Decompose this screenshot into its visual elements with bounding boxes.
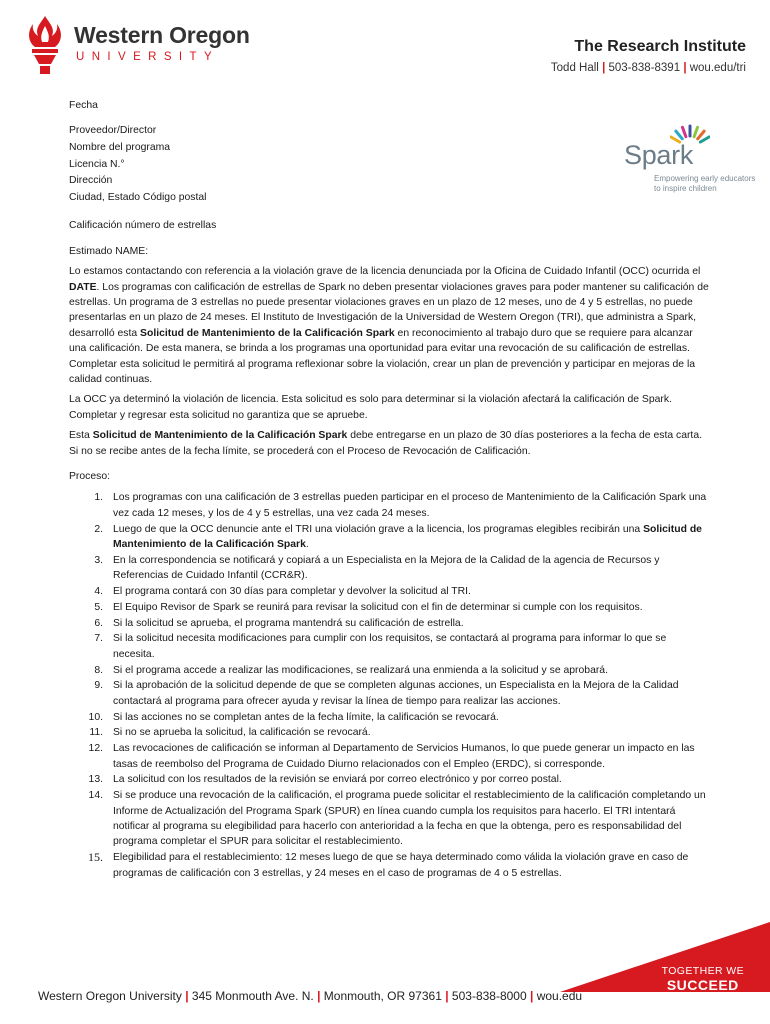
contact-phone: 503-838-8391: [608, 62, 681, 74]
university-name: Western Oregon: [74, 22, 250, 48]
process-step: 5. El Equipo Revisor de Spark se reunirá para revisar la solicitud con el fin de determinar si cumple con los requisitos.: [94, 601, 643, 613]
contact-separator: |: [683, 62, 687, 74]
date-field: Fecha: [69, 100, 98, 111]
greeting: Estimado NAME:: [69, 245, 149, 257]
process-step: 2. Luego de que la OCC denuncie ante el TRI una violación grave a la licencia, los programas elegibles recibirán una Solicitud de Mantenimiento de la Calificación Spark.: [94, 523, 702, 551]
paragraph-determination: La OCC ya determinó la violación de licencia. Esta solicitud es solo para determinar si la violación afectará la calificación de Spark. Completar y regresar esta solicitud no garantiza que se apruebe.: [69, 394, 672, 421]
spark-tagline-line-1: Empowering early educators: [654, 174, 756, 183]
contact-separator: |: [602, 62, 606, 74]
slogan-line-1: TOGETHER WE: [661, 965, 744, 977]
footer-separator: |: [445, 989, 449, 1003]
footer-separator: |: [185, 989, 189, 1003]
slogan-line-2: SUCCEED: [666, 977, 739, 993]
process-step: 3. En la correspondencia se notificará y copiará a un Especialista en la Mejora de la Calidad de la agencia de Recursos y Referencias de Cuidado Infantil (CCR&R).: [94, 554, 660, 582]
address-line: Licencia N.°: [69, 158, 125, 170]
process-heading: Proceso:: [69, 471, 111, 483]
process-step: 6. Si la solicitud se aprueba, el programa mantendrá su calificación de estrella.: [94, 617, 464, 629]
paragraph-deadline: Esta Solicitud de Mantenimiento de la Calificación Spark debe entregarse en un plazo de 30 días posteriores a la fecha de esta carta. Si no se recibe antes de la fecha límite, se procederá con el Proceso de Revocación de Calificación.: [69, 430, 702, 457]
footer-phone: 503-838-8000: [451, 989, 527, 1003]
process-step: 12. Las revocaciones de calificación se informan al Departamento de Servicios Humanos, lo que puede generar un impacto en las tasas de reembolso del Programa de Cuidado Diurno relacionados con el Empleo (ERDC), si corresponde.: [88, 743, 695, 770]
process-step: 15. Elegibilidad para el restablecimiento: 12 meses luego de que se haya determinado como válida la violación grave en caso de programas de calificación con 3 estrellas, y 24 meses en el caso de programas de 4 o 5 estrellas.: [88, 850, 689, 879]
request-name-bold: Solicitud de Mantenimiento de la Calificación Spark: [92, 430, 348, 442]
institute-name: The Research Institute: [574, 38, 746, 55]
university-subtitle: UNIVERSITY: [76, 51, 220, 63]
star-rating-line: Calificación número de estrellas: [69, 220, 217, 232]
footer-slogan: [662, 964, 744, 992]
torch-logo-icon: [22, 14, 68, 76]
footer-address: [38, 989, 582, 1003]
request-name-bold: Solicitud de Mantenimiento de la Calificación Spark: [140, 327, 395, 339]
process-step: 7. Si la solicitud necesita modificaciones para cumplir con los requisitos, se contactará al programa para informar lo que se necesita.: [94, 633, 667, 660]
process-step: 8. Si el programa accede a realizar las modificaciones, se realizará una enmienda a la solicitud y se aprobará.: [94, 664, 608, 676]
footer-street: 345 Monmouth Ave. N.: [191, 989, 314, 1003]
paragraph-intro: Lo estamos contactando con referencia a la violación grave de la licencia denunciada por la Oficina de Cuidado Infantil (OCC) ocurrida el DATE. Los programas con calificación de estrellas de Spark no deben presentar violaciones graves para poder mantener su calificación de estrellas. Un programa de 3 estrellas no puede presentar violaciones graves en un plazo de 12 meses, uno de 4 y 5 estrellas, no puede presentarlas en un plazo de 24 meses. El Instituto de Investigación de la Universidad de Western Oregon (TRI), que administra a Spark, desarrolló esta Solicitud de Mantenimiento de la Calificación Spark en reconocimiento al trabajo duro que se requiere para alcanzar una calificación. De esta manera, se brinda a los programas una oportunidad para evitar una revocación de su calificación de estrellas. Completar esta solicitud le permitirá al programa reflexionar sobre la violación, crear un plan de prevención y participar en mejoras de la calidad continuas.: [69, 266, 709, 386]
institute-contact: [551, 62, 746, 74]
process-step: 11. Si no se aprueba la solicitud, la calificación se revocará.: [89, 727, 371, 739]
process-step: 9. Si la aprobación de la solicitud depende de que se completen algunas acciones, un Especialista en la Mejora de la Calidad contactará al programa para ofrecer ayuda y revisar la línea de tiempo para realizar las acciones.: [94, 680, 679, 707]
process-step: 4. El programa contará con 30 días para completar y devolver la solicitud al TRI.: [94, 586, 471, 598]
footer-website: wou.edu: [536, 989, 583, 1003]
address-line: Dirección: [69, 175, 113, 187]
spark-wordmark: Spark: [624, 140, 694, 170]
process-step: 1. Los programas con una calificación de 3 estrellas pueden participar en el proceso de Mantenimiento de la Calificación Spark una vez cada 12 meses, y los de 4 y 5 estrellas, una vez cada 24 meses.: [94, 492, 707, 519]
process-steps-list: [69, 490, 709, 881]
footer-university: Western Oregon University: [38, 989, 182, 1003]
contact-building: Todd Hall: [550, 62, 599, 74]
letter-body: [69, 98, 709, 881]
contact-website: wou.edu/tri: [689, 62, 746, 74]
footer-separator: |: [530, 989, 534, 1003]
address-line: Ciudad, Estado Código postal: [69, 191, 207, 203]
recipient-address: [69, 123, 709, 206]
process-step: 13. La solicitud con los resultados de la revisión se enviará por correo electrónico y por correo postal.: [88, 774, 562, 786]
footer-city: Monmouth, OR 97361: [323, 989, 442, 1003]
footer-separator: |: [317, 989, 321, 1003]
violation-date: DATE: [69, 281, 97, 293]
process-step: 10. Si las acciones no se completan antes de la fecha límite, la calificación se revocará.: [88, 711, 499, 723]
spark-tagline-line-2: to inspire children: [654, 184, 717, 193]
process-step: 14. Si se produce una revocación de la calificación, el programa puede solicitar el restablecimiento de la calificación completando un Informe de Actualización del Programa Spark (SPUR) en línea cuando cumpla los requisitos para hacerlo. El TRI intentará notificar al programa su elegibilidad para hacerlo con anterioridad a la fecha en que la obtenga, pero es responsabilidad del programa completar el SPUR para solicitar el restablecimiento.: [88, 790, 706, 848]
address-line: Nombre del programa: [69, 142, 171, 153]
address-line: Proveedor/Director: [69, 125, 157, 137]
